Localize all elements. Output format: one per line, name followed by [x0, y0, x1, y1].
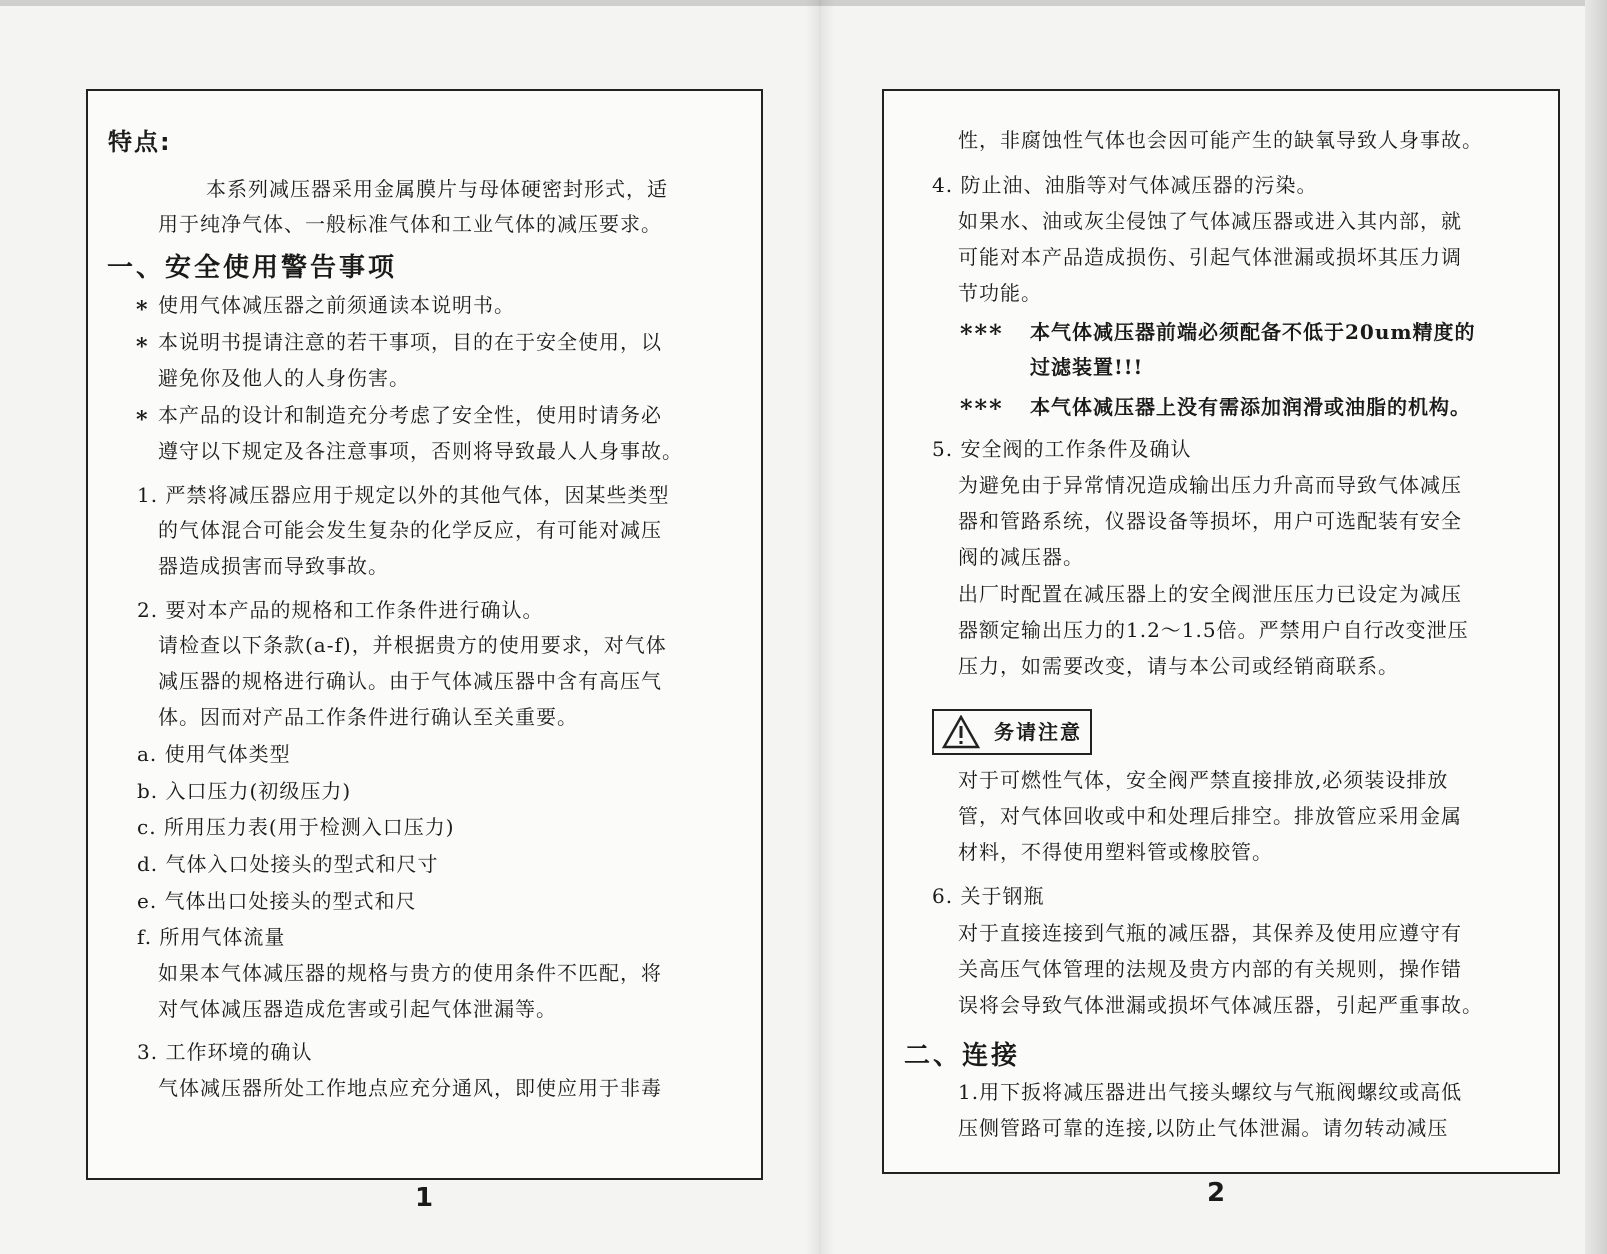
- bullet-star: *: [136, 297, 148, 323]
- page-number-2: 2: [1207, 1178, 1226, 1208]
- item-5-line-2: 为避免由于异常情况造成输出压力升高而导致气体减压: [958, 473, 1462, 497]
- caution-line-3: 材料，不得使用塑料管或橡胶管。: [958, 840, 1273, 864]
- item-5-line-1: 5. 安全阀的工作条件及确认: [932, 437, 1192, 461]
- check-f: f. 所用气体流量: [137, 925, 286, 949]
- mismatch-line-1: 如果本气体减压器的规格与贵方的使用条件不匹配，将: [158, 961, 662, 985]
- item-2-line-2: 请检查以下条款(a-f)，并根据贵方的使用要求，对气体: [158, 633, 667, 657]
- item-4-line-4: 节功能。: [958, 281, 1042, 305]
- check-e: e. 气体出口处接头的型式和尺: [137, 889, 417, 913]
- emphasis-stars: ***: [960, 394, 1004, 423]
- item-1-line-3: 器造成损害而导致事故。: [158, 554, 389, 578]
- item-2-line-3: 减压器的规格进行确认。由于气体减压器中含有高压气: [158, 669, 662, 693]
- warning-3-line-2: 遵守以下规定及各注意事项，否则将导致最人人身事故。: [158, 439, 683, 463]
- caution-line-2: 管，对气体回收或中和处理后排空。排放管应采用金属: [958, 804, 1462, 828]
- center-fold: [805, 0, 835, 1254]
- note-filter-line-2: 过滤装置!!!: [1030, 355, 1144, 379]
- item-1-line-2: 的气体混合可能会发生复杂的化学反应，有可能对减压: [158, 518, 662, 542]
- warning-triangle-icon: [942, 715, 980, 749]
- item-6-line-2: 对于直接连接到气瓶的减压器，其保养及使用应遵守有: [958, 921, 1462, 945]
- item-3-line-2: 气体减压器所处工作地点应充分通风，即使应用于非毒: [158, 1076, 662, 1100]
- caution-line-1: 对于可燃性气体，安全阀严禁直接排放,必须装设排放: [958, 768, 1449, 792]
- warning-2-line-2: 避免你及他人的人身伤害。: [158, 366, 410, 390]
- features-text-line-1: 本系列减压器采用金属膜片与母体硬密封形式，适: [206, 177, 668, 201]
- caution-label: 务请注意: [994, 720, 1082, 744]
- features-text-line-2: 用于纯净气体、一般标准气体和工业气体的减压要求。: [158, 212, 662, 236]
- item-5-line-7: 压力，如需要改变，请与本公司或经销商联系。: [958, 654, 1399, 678]
- connection-line-1: 1.用下扳将减压器进出气接头螺纹与气瓶阀螺纹或高低: [958, 1080, 1463, 1104]
- connection-line-2: 压侧管路可靠的连接,以防止气体泄漏。请勿转动减压: [958, 1116, 1449, 1140]
- item-6-line-4: 误将会导致气体泄漏或损坏气体减压器，引起严重事故。: [958, 993, 1483, 1017]
- item-2-line-4: 体。因而对产品工作条件进行确认至关重要。: [158, 705, 578, 729]
- item-5-line-3: 器和管路系统，仪器设备等损坏，用户可选配装有安全: [958, 509, 1462, 533]
- check-d: d. 气体入口处接头的型式和尺寸: [137, 852, 439, 876]
- item-5-line-6: 器额定输出压力的1.2～1.5倍。严禁用户自行改变泄压: [958, 618, 1469, 642]
- check-b: b. 入口压力(初级压力): [137, 779, 352, 803]
- scan-top-edge: [0, 0, 1607, 6]
- item-3-line-1: 3. 工作环境的确认: [137, 1040, 313, 1064]
- scan-right-edge: [1585, 0, 1607, 1254]
- warning-3-line-1: 本产品的设计和制造充分考虑了安全性，使用时请务必: [158, 403, 662, 427]
- item-4-line-3: 可能对本产品造成损伤、引起气体泄漏或损坏其压力调: [958, 245, 1462, 269]
- item-2-line-1: 2. 要对本产品的规格和工作条件进行确认。: [137, 598, 544, 622]
- page-number-1: 1: [415, 1183, 434, 1213]
- check-c: c. 所用压力表(用于检测入口压力): [137, 815, 455, 839]
- item-5-line-5: 出厂时配置在减压器上的安全阀泄压压力已设定为减压: [958, 582, 1462, 606]
- item-4-line-2: 如果水、油或灰尘侵蚀了气体减压器或进入其内部，就: [958, 209, 1462, 233]
- warning-1: 使用气体减压器之前须通读本说明书。: [158, 293, 515, 317]
- warning-2-line-1: 本说明书提请注意的若干事项，目的在于安全使用，以: [158, 330, 662, 354]
- features-heading: 特点:: [108, 128, 172, 156]
- check-a: a. 使用气体类型: [137, 742, 291, 766]
- bullet-star: *: [136, 334, 148, 360]
- note-no-lubricant: 本气体减压器上没有需添加润滑或油脂的机构。: [1030, 395, 1471, 419]
- caution-box: [932, 709, 1092, 755]
- item-5-line-4: 阀的减压器。: [958, 545, 1084, 569]
- section-2-heading: 二、连接: [904, 1041, 1021, 1071]
- item-1-line-1: 1. 严禁将减压器应用于规定以外的其他气体，因某些类型: [137, 483, 670, 507]
- item-6-line-1: 6. 关于钢瓶: [932, 884, 1045, 908]
- bullet-star: *: [136, 407, 148, 433]
- item-4-line-1: 4. 防止油、油脂等对气体减压器的污染。: [932, 173, 1318, 197]
- item-6-line-3: 关高压气体管理的法规及贵方内部的有关规则，操作错: [958, 957, 1462, 981]
- section-1-heading: 一、安全使用警告事项: [107, 253, 398, 283]
- note-filter-line-1: 本气体减压器前端必须配备不低于20um精度的: [1030, 320, 1476, 344]
- item-3-continued: 性，非腐蚀性气体也会因可能产生的缺氧导致人身事故。: [958, 128, 1483, 152]
- mismatch-line-2: 对气体减压器造成危害或引起气体泄漏等。: [158, 997, 557, 1021]
- emphasis-stars: ***: [960, 319, 1004, 348]
